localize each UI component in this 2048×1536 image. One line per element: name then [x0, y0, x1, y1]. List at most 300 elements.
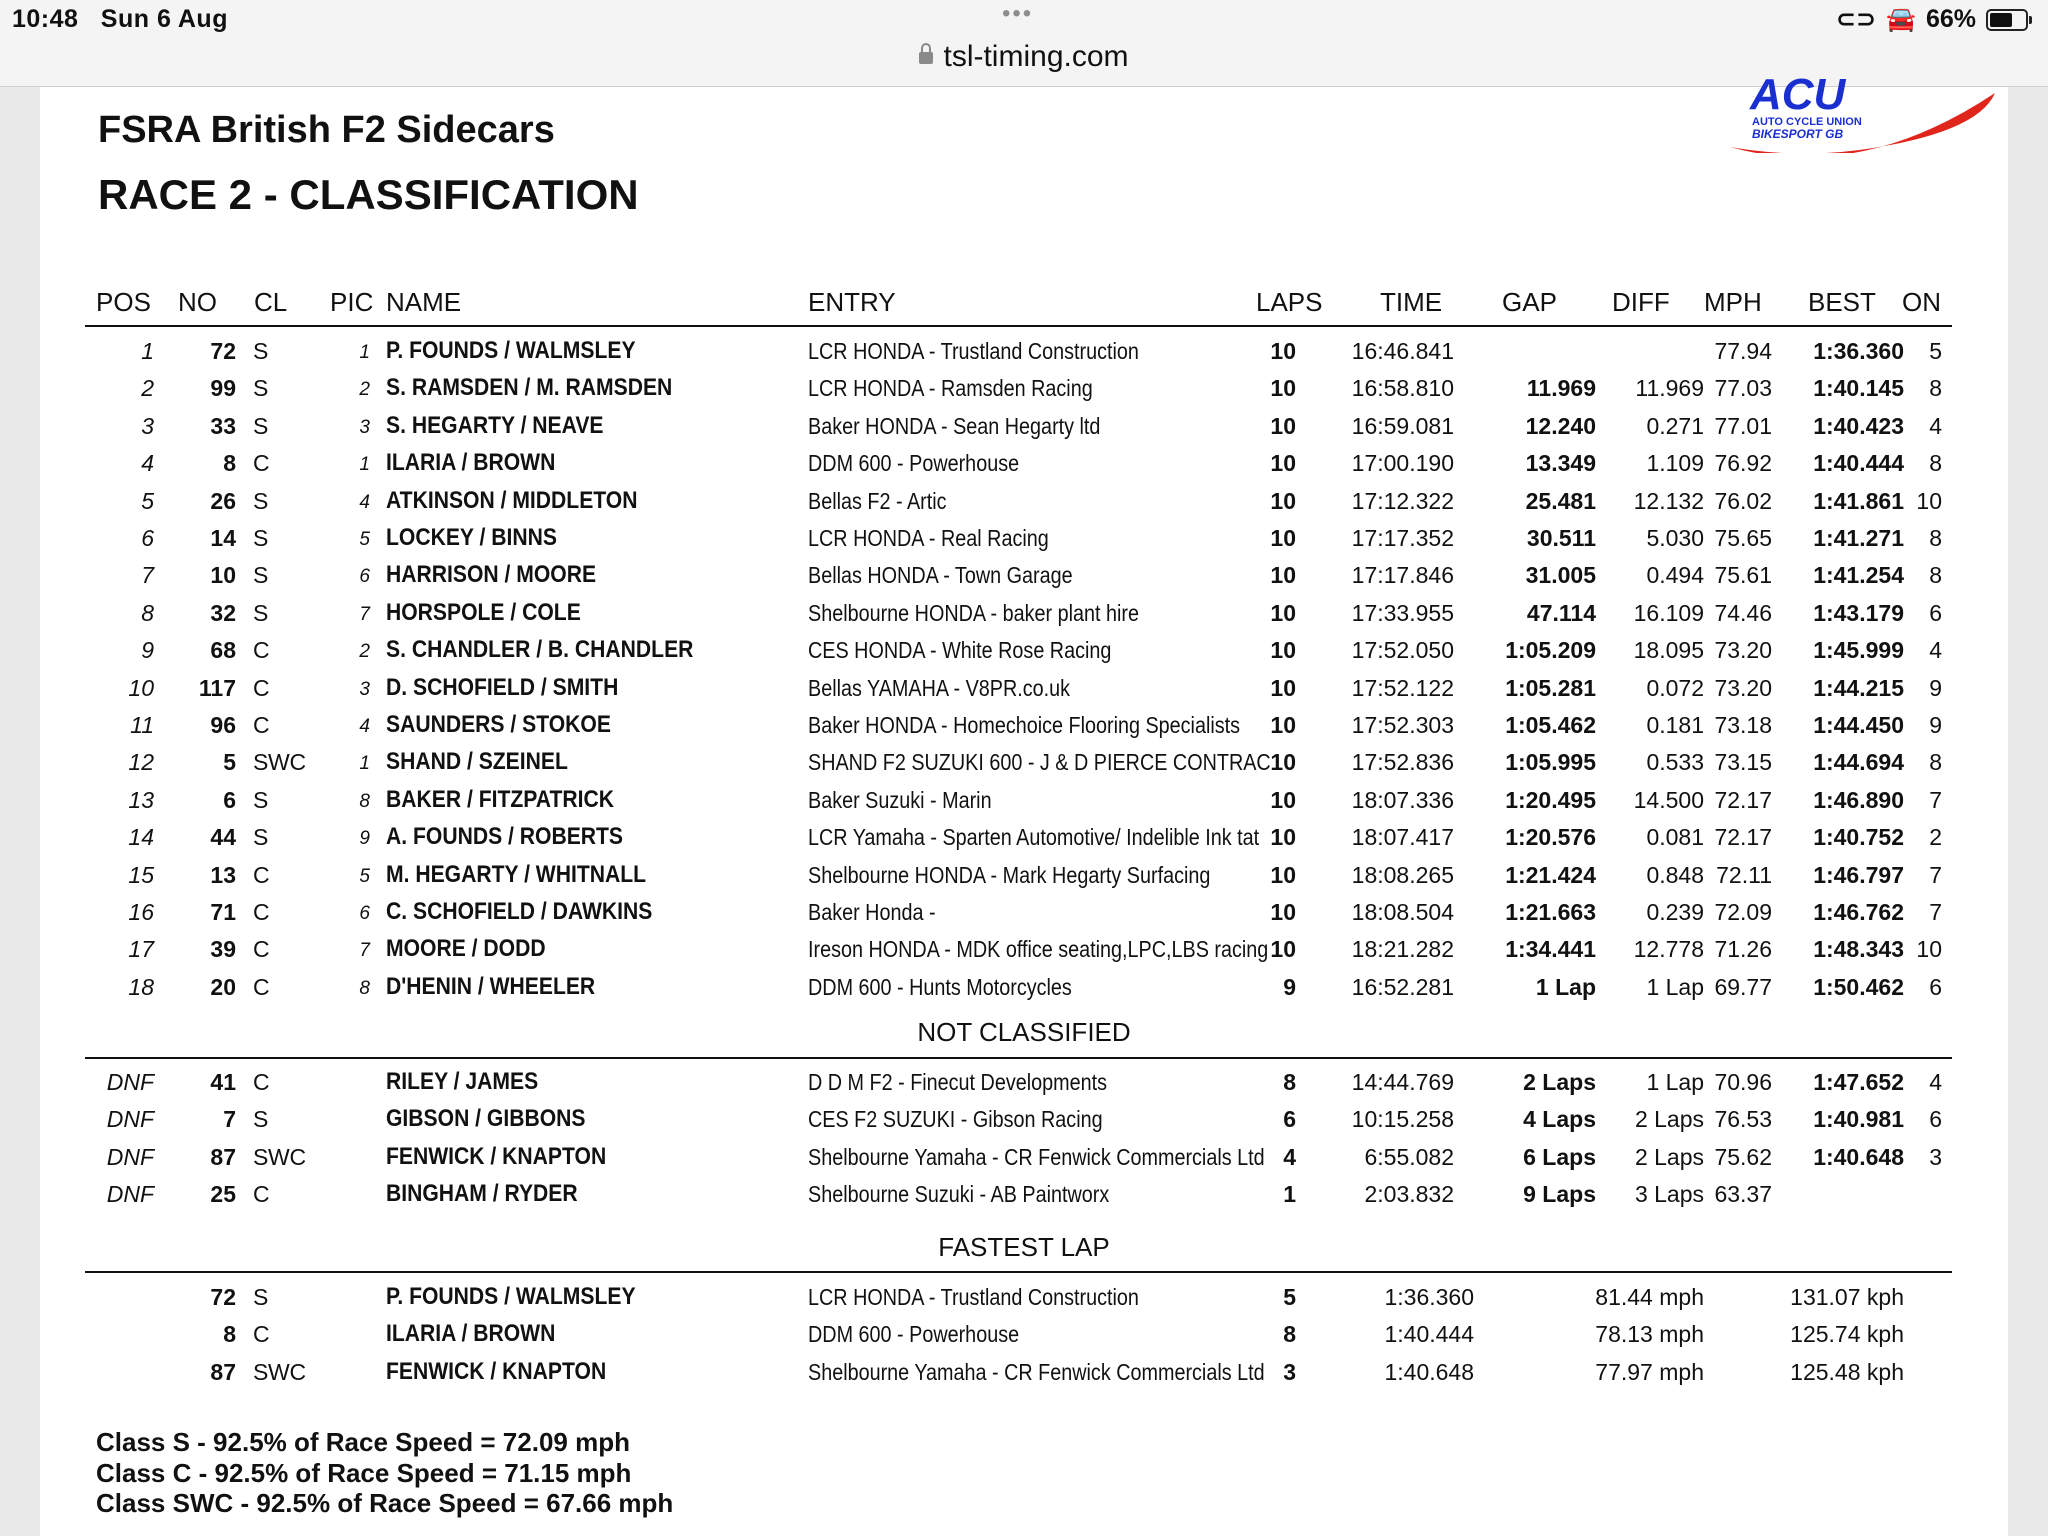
cell-laps: 9: [1283, 974, 1296, 1000]
cell-class: C: [253, 974, 270, 1000]
cell-best: 1:46.762: [1813, 899, 1904, 925]
cell-mph: 73.20: [1714, 675, 1772, 701]
cell-time: 18:07.417: [1351, 824, 1454, 850]
cell-name: SAUNDERS / STOKOE: [386, 711, 611, 738]
column-header-diff: DIFF: [1612, 287, 1670, 317]
url-text[interactable]: tsl-timing.com: [943, 40, 1129, 73]
cell-on: 7: [1929, 862, 1942, 888]
fastest-time: 1:40.444: [1384, 1321, 1474, 1347]
fastest-name: FENWICK / KNAPTON: [386, 1358, 607, 1385]
cell-laps: 10: [1270, 525, 1296, 551]
cell-time: 16:58.810: [1351, 375, 1454, 401]
cell-best: 1:43.179: [1813, 600, 1904, 626]
cell-pos: 17: [128, 936, 154, 962]
cell-best: 1:45.999: [1813, 637, 1904, 663]
clock-date: Sun 6 Aug: [100, 5, 228, 33]
cell-gap: 12.240: [1525, 413, 1596, 439]
cell-best: 1:44.215: [1813, 675, 1904, 701]
cell-class: S: [253, 488, 269, 514]
cell-best: 1:50.462: [1813, 974, 1904, 1000]
cell-mph: 75.61: [1714, 562, 1772, 588]
cell-best: 1:40.145: [1813, 375, 1904, 401]
cell-class: S: [253, 413, 269, 439]
not-classified-title: NOT CLASSIFIED: [917, 1017, 1131, 1047]
cell-gap: 1:20.495: [1505, 787, 1596, 813]
cell-mph: 70.96: [1714, 1069, 1772, 1095]
column-header-laps: LAPS: [1256, 287, 1323, 317]
cell-entry: Baker HONDA - Homechoice Flooring Specialists: [808, 712, 1241, 738]
fastest-name: P. FOUNDS / WALMSLEY: [386, 1283, 636, 1310]
cell-gap: 1:05.462: [1505, 712, 1596, 738]
cell-mph: 69.77: [1714, 974, 1772, 1000]
cell-mph: 77.03: [1714, 375, 1772, 401]
cell-class: SWC: [253, 749, 306, 775]
cell-class: S: [253, 338, 269, 364]
cell-entry: DDM 600 - Hunts Motorcycles: [808, 974, 1072, 1000]
cell-on: 4: [1929, 1069, 1942, 1095]
cell-on: 6: [1929, 974, 1942, 1000]
cell-best: 1:40.981: [1813, 1106, 1904, 1132]
cell-gap: 1:20.576: [1505, 824, 1596, 850]
cell-mph: 75.65: [1714, 525, 1772, 551]
cell-time: 2:03.832: [1364, 1181, 1454, 1207]
cell-class: C: [253, 1069, 270, 1095]
cell-laps: 10: [1270, 413, 1296, 439]
fastest-no: 87: [210, 1359, 236, 1385]
cell-no: 5: [223, 749, 236, 775]
column-header-gap: GAP: [1502, 287, 1557, 317]
cell-gap: 1:05.995: [1505, 749, 1596, 775]
cell-name: M. HEGARTY / WHITNALL: [386, 861, 647, 888]
results-page: [40, 73, 2008, 1536]
cell-mph: 63.37: [1714, 1181, 1772, 1207]
cell-entry: Shelbourne HONDA - baker plant hire: [808, 600, 1139, 626]
cell-entry: Shelbourne Suzuki - AB Paintworx: [808, 1181, 1110, 1207]
cell-pos: 16: [128, 899, 154, 925]
battery-icon: [1986, 9, 2028, 31]
cell-on: 8: [1929, 450, 1942, 476]
cell-time: 6:55.082: [1364, 1144, 1454, 1170]
cell-best: 1:46.797: [1813, 862, 1904, 888]
cell-time: 17:52.836: [1351, 749, 1454, 775]
cell-pos: 7: [141, 562, 154, 588]
cell-laps: 10: [1270, 824, 1296, 850]
cell-no: 7: [223, 1106, 236, 1132]
cell-no: 44: [210, 824, 236, 850]
cell-diff: 5.030: [1646, 525, 1704, 551]
class-speed-line: Class C - 92.5% of Race Speed = 71.15 mph: [96, 1458, 632, 1488]
cell-pos: 4: [141, 450, 154, 476]
cell-laps: 10: [1270, 899, 1296, 925]
clock-time: 10:48: [12, 5, 79, 33]
battery-percent: 66%: [1925, 5, 1976, 33]
cell-laps: 6: [1283, 1106, 1296, 1132]
cell-entry: DDM 600 - Powerhouse: [808, 450, 1020, 476]
cell-pic: 3: [359, 679, 370, 700]
cell-entry: Bellas HONDA - Town Garage: [808, 562, 1073, 588]
cell-class: SWC: [253, 1144, 306, 1170]
cell-no: 25: [210, 1181, 236, 1207]
cell-on: 7: [1929, 787, 1942, 813]
cell-diff: 12.778: [1633, 936, 1704, 962]
cell-best: 1:41.254: [1813, 562, 1904, 588]
cell-gap: 9 Laps: [1523, 1181, 1596, 1207]
cell-diff: 0.072: [1646, 675, 1704, 701]
cell-entry: D D M F2 - Finecut Developments: [808, 1069, 1107, 1095]
fastest-kph: 125.74 kph: [1790, 1321, 1904, 1347]
cell-pos: 12: [128, 749, 154, 775]
cell-diff: 12.132: [1633, 488, 1704, 514]
cell-name: BAKER / FITZPATRICK: [386, 786, 615, 813]
cell-gap: 47.114: [1526, 600, 1596, 626]
logo-line1: AUTO CYCLE UNION: [1752, 116, 1862, 128]
logo-acu-text: ACU: [1750, 73, 1846, 119]
cell-diff: 0.271: [1646, 413, 1704, 439]
cell-time: 17:00.190: [1351, 450, 1454, 476]
cell-gap: 1:34.441: [1505, 936, 1596, 962]
cell-name: GIBSON / GIBBONS: [386, 1105, 586, 1132]
cell-laps: 10: [1270, 600, 1296, 626]
cell-entry: Bellas YAMAHA - V8PR.co.uk: [808, 675, 1071, 701]
cell-name: D'HENIN / WHEELER: [386, 973, 596, 1000]
cell-laps: 10: [1270, 862, 1296, 888]
cell-pic: 7: [359, 604, 370, 625]
cell-gap: 13.349: [1525, 450, 1596, 476]
cell-gap: 31.005: [1525, 562, 1596, 588]
cell-pos: 6: [141, 525, 154, 551]
cell-entry: LCR Yamaha - Sparten Automotive/ Indelible Ink tat: [808, 824, 1260, 850]
cell-name: HORSPOLE / COLE: [386, 599, 581, 626]
cell-no: 71: [210, 899, 236, 925]
link-icon: ⊂⊃: [1835, 6, 1877, 33]
cell-on: 8: [1929, 749, 1942, 775]
cell-best: 1:40.423: [1813, 413, 1904, 439]
cell-entry: LCR HONDA - Ramsden Racing: [808, 375, 1093, 401]
multitasking-dots[interactable]: •••: [1002, 0, 1034, 27]
cell-entry: Ireson HONDA - MDK office seating,LPC,LBS racing: [808, 936, 1269, 962]
car-icon: 🚘: [1886, 6, 1916, 33]
cell-on: 3: [1929, 1144, 1942, 1170]
cell-pos: 5: [141, 488, 154, 514]
cell-diff: 11.969: [1635, 375, 1704, 401]
cell-gap: 11.969: [1526, 375, 1596, 401]
cell-gap: 1:21.663: [1505, 899, 1596, 925]
cell-laps: 10: [1270, 712, 1296, 738]
cell-no: 13: [210, 862, 236, 888]
cell-diff: 1 Lap: [1646, 1069, 1704, 1095]
cell-class: C: [253, 1181, 270, 1207]
cell-laps: 10: [1270, 675, 1296, 701]
cell-pos: DNF: [106, 1069, 154, 1095]
cell-on: 6: [1929, 1106, 1942, 1132]
cell-pos: 10: [128, 675, 154, 701]
cell-pos: DNF: [106, 1144, 154, 1170]
cell-name: BINGHAM / RYDER: [386, 1180, 578, 1207]
cell-no: 20: [210, 974, 236, 1000]
fastest-entry: Shelbourne Yamaha - CR Fenwick Commercials Ltd: [808, 1359, 1265, 1385]
cell-time: 10:15.258: [1351, 1106, 1454, 1132]
cell-on: 8: [1929, 525, 1942, 551]
cell-laps: 10: [1270, 936, 1296, 962]
cell-laps: 10: [1270, 787, 1296, 813]
cell-no: 87: [210, 1144, 236, 1170]
cell-diff: 0.181: [1646, 712, 1704, 738]
cell-best: 1:40.752: [1813, 824, 1904, 850]
cell-class: C: [253, 862, 270, 888]
cell-best: 1:41.861: [1813, 488, 1904, 514]
column-header-best: BEST: [1808, 287, 1876, 317]
cell-pos: 2: [141, 375, 154, 401]
cell-pic: 1: [359, 342, 370, 363]
cell-no: 99: [210, 375, 236, 401]
cell-on: 10: [1916, 936, 1942, 962]
cell-no: 33: [210, 413, 236, 439]
cell-pic: 1: [359, 454, 370, 475]
cell-diff: 18.095: [1633, 637, 1704, 663]
status-time: [12, 5, 228, 34]
cell-entry: LCR HONDA - Trustland Construction: [808, 338, 1139, 364]
cell-on: 7: [1929, 899, 1942, 925]
cell-mph: 76.02: [1714, 488, 1772, 514]
cell-diff: 1 Lap: [1646, 974, 1704, 1000]
cell-mph: 73.20: [1714, 637, 1772, 663]
cell-gap: 2 Laps: [1523, 1069, 1596, 1095]
cell-laps: 8: [1283, 1069, 1296, 1095]
cell-diff: 2 Laps: [1634, 1144, 1704, 1170]
cell-best: 1:46.890: [1813, 787, 1904, 813]
cell-gap: 1:05.209: [1505, 637, 1596, 663]
cell-time: 17:52.303: [1351, 712, 1454, 738]
fastest-name: ILARIA / BROWN: [386, 1320, 556, 1347]
cell-laps: 10: [1270, 375, 1296, 401]
cell-class: S: [253, 562, 269, 588]
cell-mph: 76.53: [1714, 1106, 1772, 1132]
cell-entry: Baker Suzuki - Marin: [808, 787, 992, 813]
cell-gap: 1:05.281: [1505, 675, 1596, 701]
class-speed-line: Class S - 92.5% of Race Speed = 72.09 mph: [96, 1427, 630, 1457]
cell-time: 17:12.322: [1351, 488, 1454, 514]
column-header-mph: MPH: [1704, 287, 1762, 317]
fastest-lap-title: FASTEST LAP: [938, 1232, 1110, 1262]
cell-time: 18:21.282: [1351, 936, 1454, 962]
cell-mph: 75.62: [1714, 1144, 1772, 1170]
cell-pic: 4: [359, 492, 370, 513]
cell-mph: 72.17: [1714, 824, 1772, 850]
fastest-mph: 78.13 mph: [1595, 1321, 1704, 1347]
address-bar[interactable]: [0, 40, 2048, 74]
fastest-time: 1:40.648: [1384, 1359, 1474, 1385]
cell-mph: 72.11: [1716, 862, 1772, 888]
column-header-pos: POS: [96, 287, 151, 317]
column-header-name: NAME: [386, 287, 462, 317]
cell-time: 16:52.281: [1351, 974, 1454, 1000]
cell-mph: 77.94: [1714, 338, 1772, 364]
cell-name: ATKINSON / MIDDLETON: [386, 487, 638, 514]
cell-time: 18:07.336: [1351, 787, 1454, 813]
cell-best: 1:40.444: [1813, 450, 1904, 476]
cell-pic: 2: [359, 641, 370, 662]
cell-name: SHAND / SZEINEL: [386, 748, 568, 775]
cell-mph: 77.01: [1714, 413, 1772, 439]
cell-on: 2: [1929, 824, 1942, 850]
cell-pos: 3: [141, 413, 154, 439]
cell-on: 6: [1929, 600, 1942, 626]
cell-time: 18:08.265: [1351, 862, 1454, 888]
fastest-class: C: [253, 1321, 270, 1347]
cell-mph: 73.18: [1714, 712, 1772, 738]
cell-mph: 71.26: [1714, 936, 1772, 962]
cell-no: 68: [210, 637, 236, 663]
cell-pos: DNF: [106, 1106, 154, 1132]
cell-on: 8: [1929, 375, 1942, 401]
cell-diff: 16.109: [1633, 600, 1704, 626]
cell-mph: 72.17: [1714, 787, 1772, 813]
cell-best: 1:48.343: [1813, 936, 1904, 962]
cell-class: C: [253, 637, 270, 663]
cell-no: 10: [210, 562, 236, 588]
cell-class: C: [253, 675, 270, 701]
fastest-class: SWC: [253, 1359, 306, 1385]
cell-laps: 4: [1283, 1144, 1296, 1170]
cell-class: C: [253, 450, 270, 476]
cell-on: 9: [1929, 712, 1942, 738]
cell-name: A. FOUNDS / ROBERTS: [386, 823, 624, 850]
cell-on: 9: [1929, 675, 1942, 701]
cell-pic: 8: [359, 791, 370, 812]
cell-pos: 11: [130, 712, 154, 738]
cell-diff: 14.500: [1633, 787, 1704, 813]
cell-best: 1:41.271: [1813, 525, 1904, 551]
cell-entry: Baker HONDA - Sean Hegarty ltd: [808, 413, 1101, 439]
cell-entry: CES F2 SUZUKI - Gibson Racing: [808, 1106, 1103, 1132]
cell-on: 8: [1929, 562, 1942, 588]
cell-mph: 74.46: [1714, 600, 1772, 626]
cell-gap: 25.481: [1525, 488, 1596, 514]
cell-no: 8: [223, 450, 236, 476]
cell-pos: 9: [141, 637, 154, 663]
column-header-time: TIME: [1380, 287, 1443, 317]
fastest-lap-number: 8: [1283, 1321, 1296, 1347]
not-classified-rule: [85, 1057, 1952, 1059]
cell-entry: LCR HONDA - Real Racing: [808, 525, 1049, 551]
cell-pic: 6: [359, 903, 370, 924]
cell-no: 6: [223, 787, 236, 813]
column-header-entry: ENTRY: [808, 287, 896, 317]
cell-entry: Bellas F2 - Artic: [808, 488, 947, 514]
cell-name: MOORE / DODD: [386, 935, 546, 962]
cell-laps: 10: [1270, 488, 1296, 514]
cell-laps: 10: [1270, 562, 1296, 588]
cell-name: RILEY / JAMES: [386, 1068, 539, 1095]
cell-pos: 13: [128, 787, 154, 813]
fastest-lap-rule: [85, 1271, 1952, 1273]
cell-diff: 3 Laps: [1634, 1181, 1704, 1207]
cell-on: 10: [1916, 488, 1942, 514]
cell-best: 1:47.652: [1813, 1069, 1904, 1095]
fastest-lap-number: 3: [1283, 1359, 1296, 1385]
cell-no: 32: [210, 600, 236, 626]
cell-laps: 1: [1283, 1181, 1296, 1207]
cell-entry: SHAND F2 SUZUKI 600 - J & D PIERCE CONTRAC: [808, 749, 1271, 775]
cell-pic: 8: [359, 978, 370, 999]
cell-mph: 72.09: [1714, 899, 1772, 925]
cell-name: P. FOUNDS / WALMSLEY: [386, 337, 636, 364]
cell-pos: 1: [141, 338, 154, 364]
cell-entry: Shelbourne HONDA - Mark Hegarty Surfacing: [808, 862, 1211, 888]
cell-on: 5: [1929, 338, 1942, 364]
cell-pos: 8: [141, 600, 154, 626]
cell-pos: DNF: [106, 1181, 154, 1207]
cell-class: C: [253, 712, 270, 738]
cell-class: C: [253, 899, 270, 925]
cell-gap: 1:21.424: [1505, 862, 1596, 888]
cell-name: LOCKEY / BINNS: [386, 524, 557, 551]
cell-diff: 0.848: [1646, 862, 1704, 888]
cell-time: 17:52.122: [1351, 675, 1454, 701]
cell-pic: 5: [359, 866, 370, 887]
cell-time: 17:52.050: [1351, 637, 1454, 663]
cell-time: 14:44.769: [1351, 1069, 1454, 1095]
cell-class: S: [253, 1106, 269, 1132]
cell-class: S: [253, 375, 269, 401]
cell-best: 1:36.360: [1813, 338, 1904, 364]
cell-gap: 6 Laps: [1523, 1144, 1596, 1170]
cell-best: 1:44.450: [1813, 712, 1904, 738]
cell-gap: 4 Laps: [1523, 1106, 1596, 1132]
fastest-entry: LCR HONDA - Trustland Construction: [808, 1284, 1139, 1310]
cell-laps: 10: [1270, 749, 1296, 775]
fastest-no: 8: [223, 1321, 236, 1347]
cell-best: 1:40.648: [1813, 1144, 1904, 1170]
cell-no: 39: [210, 936, 236, 962]
cell-diff: 0.239: [1646, 899, 1704, 925]
cell-pic: 5: [359, 529, 370, 550]
column-header-cl: CL: [254, 287, 288, 317]
cell-name: S. CHANDLER / B. CHANDLER: [386, 636, 694, 663]
fastest-time: 1:36.360: [1384, 1284, 1474, 1310]
cell-pos: 14: [128, 824, 154, 850]
cell-pos: 15: [128, 862, 154, 888]
status-indicators: [1836, 5, 2028, 34]
column-header-on: ON: [1902, 287, 1941, 317]
fastest-class: S: [253, 1284, 269, 1310]
cell-pic: 3: [359, 417, 370, 438]
lock-icon: [919, 52, 933, 64]
fastest-mph: 81.44 mph: [1595, 1284, 1704, 1310]
cell-no: 72: [210, 338, 236, 364]
fastest-mph: 77.97 mph: [1595, 1359, 1704, 1385]
header-rule: [85, 325, 1952, 327]
logo-line2: BIKESPORT GB: [1752, 127, 1844, 141]
cell-diff: 2 Laps: [1634, 1106, 1704, 1132]
cell-name: HARRISON / MOORE: [386, 561, 597, 588]
fastest-no: 72: [210, 1284, 236, 1310]
cell-laps: 10: [1270, 338, 1296, 364]
cell-entry: Baker Honda -: [808, 899, 936, 925]
cell-mph: 73.15: [1714, 749, 1772, 775]
cell-time: 16:46.841: [1351, 338, 1454, 364]
cell-time: 16:59.081: [1351, 413, 1454, 439]
cell-diff: 0.081: [1646, 824, 1704, 850]
cell-entry: Shelbourne Yamaha - CR Fenwick Commercials Ltd: [808, 1144, 1265, 1170]
race-title: RACE 2 - CLASSIFICATION: [98, 171, 639, 218]
cell-gap: 1 Lap: [1535, 974, 1596, 1000]
cell-name: S. RAMSDEN / M. RAMSDEN: [386, 374, 673, 401]
cell-name: S. HEGARTY / NEAVE: [386, 412, 604, 439]
cell-gap: 30.511: [1526, 525, 1596, 551]
fastest-kph: 125.48 kph: [1790, 1359, 1904, 1385]
cell-pic: 4: [359, 716, 370, 737]
